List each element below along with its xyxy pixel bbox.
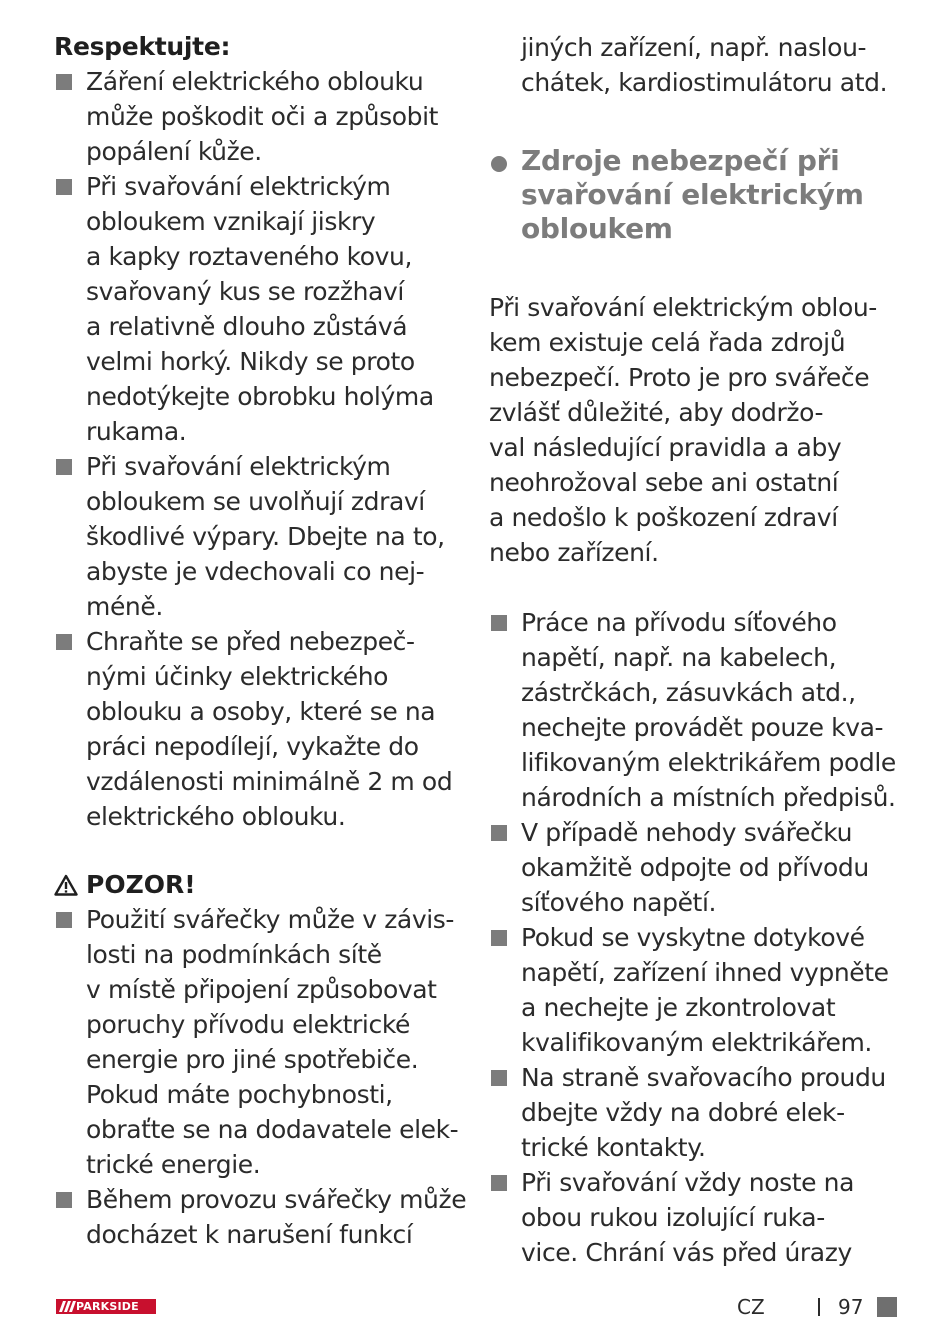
- list-item-line: docházet k narušení funkcí: [86, 1220, 413, 1249]
- list-item-line: vice. Chrání vás před úrazy: [521, 1238, 852, 1267]
- warning-list: [54, 902, 474, 1252]
- continuation-text: [489, 30, 909, 100]
- list-item-line: lifikovaným elektrikářem podle: [521, 748, 896, 777]
- warning-triangle-icon: [54, 874, 78, 896]
- list-item-line: Použití svářečky může v závis-: [86, 905, 455, 934]
- list-item: [489, 1060, 909, 1165]
- list-item-line: Pokud se vyskytne dotykové: [521, 923, 865, 952]
- list-item-line: okamžitě odpojte od přívodu: [521, 853, 869, 882]
- list-item-line: a kapky roztaveného kovu,: [86, 242, 413, 271]
- square-bullet-icon: [56, 179, 72, 195]
- list-item: [54, 902, 474, 1182]
- list-item-line: elektrického oblouku.: [86, 802, 346, 831]
- list-item: [54, 1182, 474, 1252]
- square-bullet-icon: [491, 1070, 507, 1086]
- respect-heading: Respektujte:: [54, 32, 231, 61]
- square-bullet-icon: [491, 615, 507, 631]
- section-heading-line: svařování elektrickým: [521, 178, 864, 211]
- square-bullet-icon: [491, 825, 507, 841]
- list-item-line: škodlivé výpary. Dbejte na to,: [86, 522, 445, 551]
- list-item-line: obou rukou izolující ruka-: [521, 1203, 825, 1232]
- square-bullet-icon: [491, 930, 507, 946]
- list-item-line: a nechejte je zkontrolovat: [521, 993, 836, 1022]
- list-item-line: může poškodit oči a způsobit: [86, 102, 439, 131]
- square-bullet-icon: [56, 74, 72, 90]
- list-item-line: dbejte vždy na dobré elek-: [521, 1098, 845, 1127]
- list-item-line: nými účinky elektrického: [86, 662, 389, 691]
- warning-heading: [54, 868, 474, 902]
- hazard-list: [489, 605, 909, 1270]
- list-item-line: abyste je vdechovali co nej-: [86, 557, 425, 586]
- list-item-line: trické energie.: [86, 1150, 261, 1179]
- list-item: [489, 815, 909, 920]
- page-corner-marker: [877, 1297, 897, 1317]
- paragraph-line: nebezpečí. Proto je pro svářeče: [489, 363, 870, 392]
- square-bullet-icon: [56, 459, 72, 475]
- list-item-line: a relativně dlouho zůstává: [86, 312, 408, 341]
- section-heading: [489, 144, 909, 246]
- list-item-line: energie pro jiné spotřebiče.: [86, 1045, 419, 1074]
- square-bullet-icon: [56, 634, 72, 650]
- page-footer: [0, 1294, 950, 1320]
- list-item-line: Pokud máte pochybnosti,: [86, 1080, 393, 1109]
- square-bullet-icon: [56, 1192, 72, 1208]
- list-item-line: méně.: [86, 592, 163, 621]
- section-bullet-dot: [491, 156, 507, 172]
- list-item: [54, 64, 474, 169]
- paragraph-line: zvlášť důležité, aby dodržo-: [489, 398, 824, 427]
- list-item-line: popálení kůže.: [86, 137, 262, 166]
- list-item-line: nechejte provádět pouze kva-: [521, 713, 884, 742]
- list-item-line: v místě připojení způsobovat: [86, 975, 437, 1004]
- section-heading-text: [521, 144, 909, 246]
- section-heading-line: obloukem: [521, 212, 673, 245]
- list-item-line: Při svařování elektrickým: [86, 452, 391, 481]
- list-item-line: obraťte se na dodavatele elek-: [86, 1115, 459, 1144]
- list-item-line: obloukem vznikají jiskry: [86, 207, 376, 236]
- left-column: [54, 30, 474, 1252]
- list-item-line: Při svařování vždy noste na: [521, 1168, 855, 1197]
- continuation-line: chátek, kardiostimulátoru atd.: [521, 68, 888, 97]
- list-item-line: trické kontakty.: [521, 1133, 706, 1162]
- paragraph-line: val následující pravidla a aby: [489, 433, 842, 462]
- list-item-line: losti na podmínkách sítě: [86, 940, 382, 969]
- continuation-line: jiných zařízení, např. naslou-: [521, 33, 867, 62]
- list-item-line: svařovaný kus se rozžhaví: [86, 277, 404, 306]
- paragraph-line: a nedošlo k poškození zdraví: [489, 503, 838, 532]
- list-item: [489, 1165, 909, 1270]
- list-item-line: nedotýkejte obrobku holýma: [86, 382, 434, 411]
- section-heading-line: Zdroje nebezpečí při: [521, 144, 840, 177]
- respect-list: [54, 64, 474, 834]
- list-item-line: zástrčkách, zásuvkách atd.,: [521, 678, 856, 707]
- list-item-line: Na straně svařovacího proudu: [521, 1063, 886, 1092]
- list-item-line: Chraňte se před nebezpeč-: [86, 627, 415, 656]
- list-item: [54, 169, 474, 449]
- list-item-line: kvalifikovaným elektrikářem.: [521, 1028, 872, 1057]
- page-number: 97: [838, 1295, 864, 1319]
- list-item-line: Práce na přívodu síťového: [521, 608, 837, 637]
- list-item-line: poruchy přívodu elektrické: [86, 1010, 410, 1039]
- list-item-line: velmi horký. Nikdy se proto: [86, 347, 415, 376]
- list-item-line: V případě nehody svářečku: [521, 818, 853, 847]
- warning-title: POZOR!: [86, 870, 196, 899]
- list-item: [489, 605, 909, 815]
- square-bullet-icon: [56, 912, 72, 928]
- list-item-line: práci nepodílejí, vykažte do: [86, 732, 419, 761]
- logo-stripes-icon: [56, 1299, 76, 1314]
- language-code: CZ: [737, 1295, 765, 1319]
- list-item: [489, 920, 909, 1060]
- paragraph-line: nebo zařízení.: [489, 538, 659, 567]
- list-item-line: napětí, např. na kabelech,: [521, 643, 837, 672]
- list-item-line: rukama.: [86, 417, 187, 446]
- list-item: [54, 449, 474, 624]
- paragraph-line: Při svařování elektrickým oblou-: [489, 293, 877, 322]
- list-item-line: Záření elektrického oblouku: [86, 67, 424, 96]
- hazard-paragraph: [489, 290, 909, 570]
- list-item-line: síťového napětí.: [521, 888, 717, 917]
- list-item-line: Během provozu svářečky může: [86, 1185, 467, 1214]
- list-item-line: napětí, zařízení ihned vypněte: [521, 958, 889, 987]
- parkside-logo: [56, 1299, 156, 1314]
- list-item-line: národních a místních předpisů.: [521, 783, 896, 812]
- paragraph-line: kem existuje celá řada zdrojů: [489, 328, 846, 357]
- list-item-line: Při svařování elektrickým: [86, 172, 391, 201]
- right-column: [489, 30, 909, 1270]
- list-item-line: vzdálenosti minimálně 2 m od: [86, 767, 453, 796]
- footer-separator: [818, 1298, 820, 1316]
- list-item: [54, 624, 474, 834]
- logo-brand-text: PARKSIDE: [76, 1300, 139, 1313]
- paragraph-line: neohrožoval sebe ani ostatní: [489, 468, 839, 497]
- list-item-line: oblouku a osoby, které se na: [86, 697, 436, 726]
- list-item-line: obloukem se uvolňují zdraví: [86, 487, 425, 516]
- square-bullet-icon: [491, 1175, 507, 1191]
